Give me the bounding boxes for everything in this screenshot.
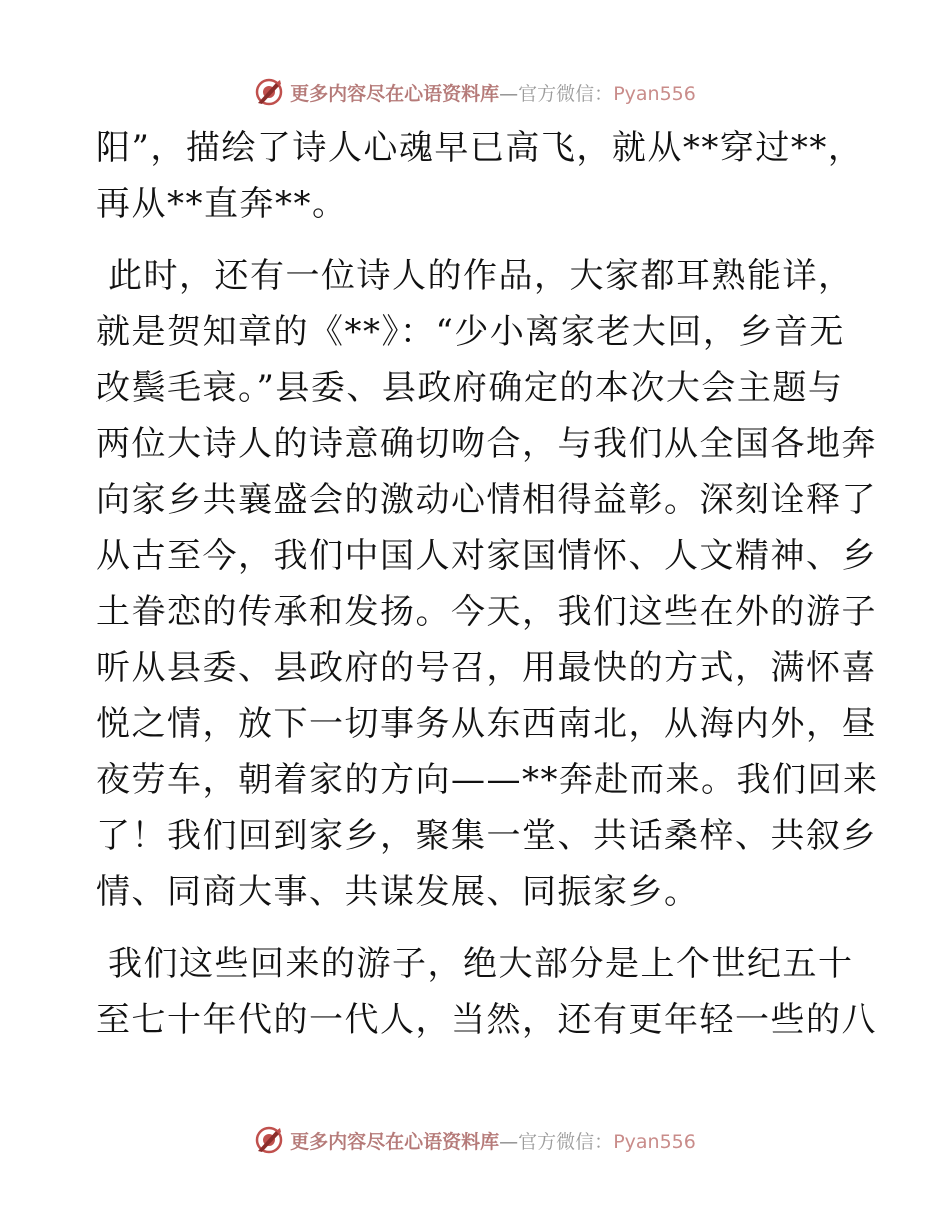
footer-banner (0, 1120, 950, 1160)
text-line: 悦之情，放下一切事务从东西南北，从海内外，昼 (96, 704, 877, 744)
text-line: 改鬓毛衰。”县委、县政府确定的本次大会主题与 (96, 368, 844, 408)
footer-banner-brand: 更多内容尽在心语资料库 (290, 1130, 500, 1153)
paragraph-1 (96, 120, 864, 232)
quill-seal-icon (254, 1125, 284, 1155)
text-line: 土眷恋的传承和发扬。今天，我们这些在外的游子 (96, 592, 877, 632)
header-banner-wechat-id: Pyan556 (613, 82, 696, 105)
text-line: 了！我们回到家乡，聚集一堂、共话桑梓、共叙乡 (96, 816, 877, 856)
footer-banner-text (290, 1127, 696, 1154)
text-line: 我们这些回来的游子，绝大部分是上个世纪五十 (108, 944, 854, 984)
header-banner-text (290, 79, 696, 106)
document-body (96, 120, 879, 1048)
text-line: 情、同商大事、共谋发展、同振家乡。 (96, 872, 700, 912)
footer-banner-wechat-id: Pyan556 (613, 1130, 696, 1153)
text-line: 再从**直奔**。 (96, 184, 348, 224)
text-line: 夜劳车，朝着家的方向——**奔赴而来。我们回来 (96, 760, 879, 800)
text-line: 至七十年代的一代人，当然，还有更年轻一些的八 (96, 1000, 877, 1040)
text-line: 从古至今，我们中国人对家国情怀、人文精神、乡 (96, 536, 877, 576)
header-banner-brand: 更多内容尽在心语资料库 (290, 82, 500, 105)
text-line: 此时，还有一位诗人的作品，大家都耳熟能详， (108, 256, 854, 296)
paragraph-2 (96, 248, 879, 920)
paragraph-3 (96, 936, 877, 1048)
header-banner-wechat-label: 官方微信： (518, 82, 614, 105)
text-line: 阳”，描绘了诗人心魂早已高飞，就从**穿过**， (96, 128, 864, 168)
text-line: 听从县委、县政府的号召，用最快的方式，满怀喜 (96, 648, 877, 688)
text-line: 两位大诗人的诗意确切吻合，与我们从全国各地奔 (96, 424, 877, 464)
header-banner (0, 72, 950, 112)
header-banner-dash: — (499, 82, 519, 105)
text-line: 向家乡共襄盛会的激动心情相得益彰。深刻诠释了 (96, 480, 877, 520)
quill-seal-icon (254, 77, 284, 107)
footer-banner-wechat-label: 官方微信： (518, 1130, 614, 1153)
text-line: 就是贺知章的《**》：“少小离家老大回，乡音无 (96, 312, 845, 352)
footer-banner-dash: — (499, 1130, 519, 1153)
